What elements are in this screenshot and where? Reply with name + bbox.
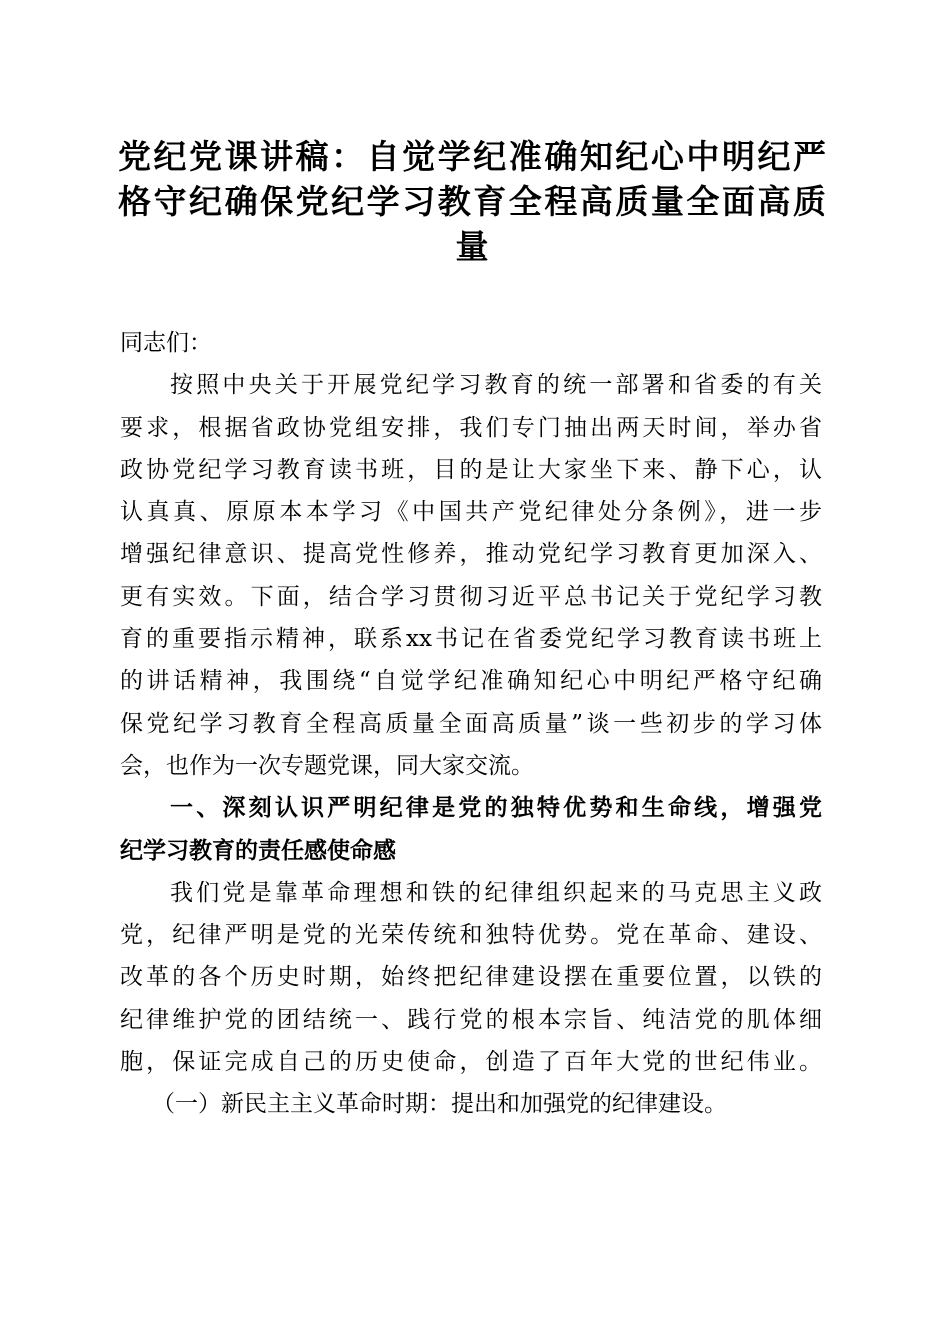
section-heading: 纪学习教育的责任感使命感 [120,837,396,864]
title-line: 党纪党课讲稿：自觉学纪准确知纪心中明纪严 [118,137,826,176]
intro-line: 的讲话精神，我围绕“自觉学纪准确知纪心中明纪严格守纪确 [120,668,822,695]
section-body-line: 胞，保证完成自己的历史使命，创造了百年大党的世纪伟业。 [120,1049,822,1076]
intro-line: 增强纪律意识、提高党性修养，推动党纪学习教育更加深入、 [120,541,822,568]
intro-line: 育的重要指示精神，联系xx书记在省委党纪学习教育读书班上 [120,626,822,653]
intro-line: 要求，根据省政协党组安排，我们专门抽出两天时间，举办省 [120,414,822,441]
intro-line: 更有实效。下面，结合学习贯彻习近平总书记关于党纪学习教 [120,583,822,610]
intro-line: 认真真、原原本本学习《中国共产党纪律处分条例》，进一步 [120,499,822,526]
greeting: 同志们： [120,330,212,356]
document-title [118,134,826,269]
title-line: 量 [455,227,489,266]
title-line: 格守纪确保党纪学习教育全程高质量全面高质 [118,182,826,221]
section-body-line: 我们党是靠革命理想和铁的纪律组织起来的马克思主义政 [170,879,822,906]
section-body-line: 党，纪律严明是党的光荣传统和独特优势。党在革命、建设、 [120,922,822,949]
section-body-line: 纪律维护党的团结统一、践行党的根本宗旨、纯洁党的肌体细 [120,1006,822,1033]
intro-line: 按照中央关于开展党纪学习教育的统一部署和省委的有关 [170,372,822,399]
subheading: （一）新民主主义革命时期：提出和加强党的纪律建设。 [152,1091,727,1118]
section-heading: 一、深刻认识严明纪律是党的独特优势和生命线，增强党 [170,795,822,822]
document-body [120,322,822,1126]
section-body-line: 改革的各个历史时期，始终把纪律建设摆在重要位置，以铁的 [120,964,822,991]
intro-line: 政协党纪学习教育读书班，目的是让大家坐下来、静下心，认 [120,456,822,483]
intro-line: 保党纪学习教育全程高质量全面高质量”谈一些初步的学习体 [120,710,822,737]
intro-line: 会，也作为一次专题党课，同大家交流。 [120,752,534,779]
